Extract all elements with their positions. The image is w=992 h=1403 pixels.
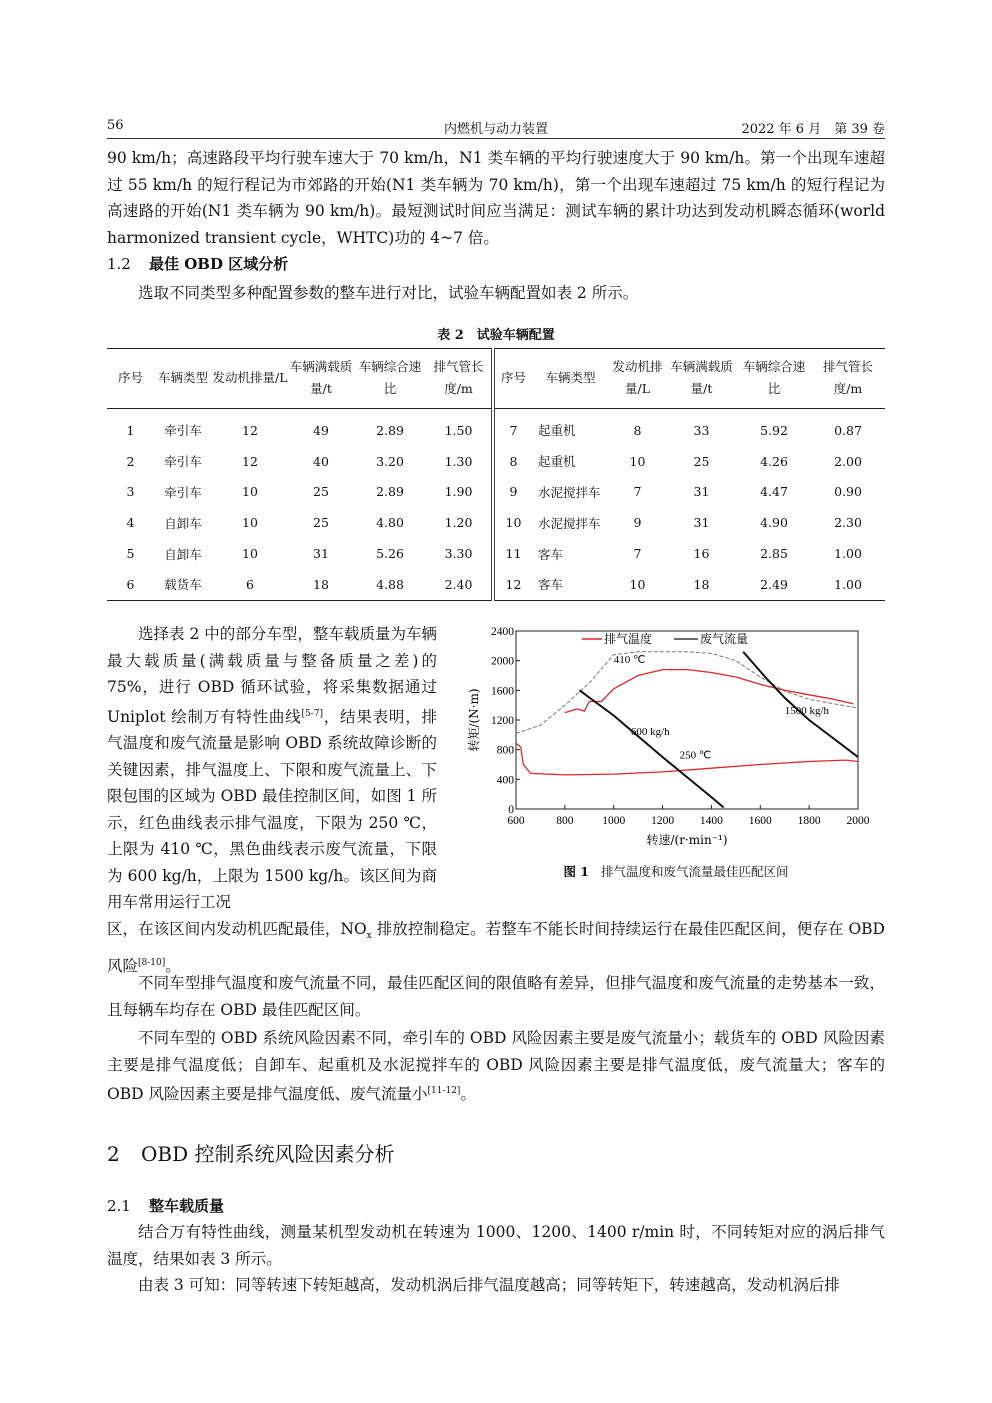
table-cell: 2.00 [834, 453, 862, 469]
table-cell: 4.90 [760, 515, 788, 531]
table-row [107, 538, 885, 569]
col-header: 发动机排量/L [212, 349, 288, 409]
annotation-label: 600 kg/h [630, 725, 670, 738]
table-cell: 8 [509, 453, 518, 469]
table-cell: 25 [313, 484, 329, 500]
figure-1-chart [466, 620, 886, 868]
citation: [8-10] [138, 957, 166, 968]
table-cell: 31 [693, 484, 710, 500]
table-cell: 6 [107, 569, 154, 600]
col-header: 车辆满载质量/t [666, 349, 737, 409]
x-tick-label: 1000 [602, 815, 626, 827]
col-header: 发动机排量/L [609, 349, 666, 409]
table-cell: 10 [629, 453, 646, 469]
paragraph-6 [107, 1025, 885, 1108]
table-cell: 1 [126, 422, 135, 438]
table-cell: 自卸车 [164, 515, 202, 531]
y-tick-label: 2400 [491, 626, 514, 638]
page-number: 56 [107, 118, 124, 133]
section-title: 最佳 OBD 区域分析 [149, 255, 289, 273]
section-title: 整车载质量 [149, 1197, 225, 1215]
table-cell: 牵引车 [164, 423, 202, 439]
annotation-label: 1500 kg/h [784, 705, 830, 718]
table-cell: 5 [126, 546, 135, 562]
paragraph-3-text-continued: ，结果表明，排气温度和废气流量是影响 OBD 系统故障诊断的关键因素，排气温度上、下限和废气流量上、下限包围的区域为 OBD 最佳控制区间，如图 1 所示，红色曲线表示排气温度，下限为 250 ℃，上限为 410 ℃，黑色曲线表示废气流量，下限为 600 kg/h，上限为 1500 kg/h。该区间为商用车常用运行工况 [107, 707, 437, 912]
table-cell: 25 [693, 453, 710, 469]
table-cell: 40 [313, 453, 329, 469]
y-axis-label: 转矩/(N·m) [467, 688, 481, 752]
figure-1-caption [466, 862, 886, 880]
table-cell: 起重机 [538, 454, 576, 470]
table-cell: 2.40 [426, 569, 493, 600]
y-tick-label: 1200 [491, 715, 514, 727]
table-cell: 10 [242, 484, 258, 500]
citation: [11-12] [427, 1086, 461, 1096]
paragraph-3 [107, 621, 437, 916]
citation: [5-7] [301, 708, 323, 719]
table-cell: 11 [505, 546, 522, 562]
subscript: x [366, 931, 372, 942]
table-cell: 12 [493, 569, 532, 600]
table-cell: 自卸车 [164, 546, 202, 562]
table-cell: 4.26 [760, 453, 788, 469]
paragraph-3-text: 选择表 2 中的部分车型，整车载质量为车辆最大载质量(满载质量与整备质量之差)的 75%，进行 OBD 循环试验，将采集数据通过 Uniplot 绘制万有特性曲线 [107, 625, 437, 726]
paragraph-2: 选取不同类型多种配置参数的整车进行对比，试验车辆配置如表 2 所示。 [138, 284, 639, 302]
col-header: 序号 [493, 349, 532, 409]
table-cell: 2.49 [737, 569, 811, 600]
x-tick-label: 2000 [846, 815, 870, 827]
col-header: 序号 [107, 349, 154, 409]
legend-temp-label: 排气温度 [604, 632, 653, 646]
col-header: 车辆类型 [154, 349, 212, 409]
table-cell: 8 [633, 422, 642, 438]
table-row [107, 569, 885, 600]
table-cell: 牵引车 [164, 484, 202, 500]
issue-info: 2022 年 6 月 第 39 卷 [741, 122, 885, 137]
annotation-label: 410 ℃ [613, 653, 646, 666]
x-tick-label: 600 [507, 815, 525, 827]
table-row [107, 409, 885, 446]
section-number: 1.2 [107, 255, 131, 273]
table-cell: 33 [693, 422, 710, 438]
table-cell: 10 [505, 515, 522, 531]
table-row [107, 477, 885, 508]
y-tick-label: 400 [496, 774, 514, 787]
plot-frame [516, 631, 858, 809]
table-cell: 31 [693, 515, 710, 531]
col-header: 排气管长度/m [426, 349, 493, 409]
table-cell: 10 [242, 546, 258, 562]
table-cell: 9 [633, 515, 642, 531]
col-header: 车辆满载质量/t [288, 349, 354, 409]
section-2-1-heading [107, 1195, 224, 1216]
table-cell: 0.87 [834, 422, 862, 438]
table-cell: 9 [509, 484, 518, 500]
section-2-heading [107, 1138, 395, 1167]
paragraph-8: 由表 3 可知：同等转速下转矩越高，发动机涡后排气温度越高；同等转矩下，转速越高，发动机涡后排 [138, 1276, 840, 1294]
table-cell: 2.85 [760, 546, 788, 562]
table-2 [107, 348, 885, 601]
table-cell: 4.80 [376, 515, 404, 531]
table-cell: 水泥搅拌车 [538, 515, 601, 531]
table-row [107, 507, 885, 538]
table-2-caption: 表 2 试验车辆配置 [437, 328, 555, 343]
annotation-label: 250 ℃ [679, 749, 712, 762]
x-tick-label: 1400 [699, 815, 723, 827]
table-header-row [107, 349, 885, 409]
section-number: 2 [107, 1142, 120, 1166]
table-cell: 7 [633, 484, 642, 500]
table-cell: 3.30 [426, 538, 493, 569]
table-cell: 7 [509, 422, 518, 438]
paragraph-4-text-continued: 排放控制稳定。若整车不能长时间持续运行在最佳匹配区间，便存在 OBD 风险 [107, 920, 885, 975]
table-cell: 12 [242, 422, 258, 438]
col-header: 排气管长度/m [811, 349, 885, 409]
table-row [107, 446, 885, 477]
table-cell: 客车 [538, 546, 564, 562]
col-header: 车辆综合速比 [737, 349, 811, 409]
table-cell: 12 [242, 453, 258, 469]
table-cell: 客车 [532, 569, 609, 600]
x-tick-label: 1200 [651, 815, 675, 827]
paragraph-4-end: 。 [165, 956, 181, 975]
y-tick-label: 800 [496, 744, 514, 757]
figure-label: 图 1 [563, 864, 590, 879]
table-cell: 10 [609, 569, 666, 600]
table-cell: 载货车 [154, 569, 212, 600]
paragraph-7: 结合万有特性曲线，测量某机型发动机在转速为 1000、1200、1400 r/min 时，不同转矩对应的涡后排气温度，结果如表 3 所示。 [107, 1223, 885, 1268]
table-cell: 牵引车 [164, 454, 202, 470]
table-cell: 5.26 [376, 546, 404, 562]
table-cell: 10 [242, 515, 258, 531]
table-cell: 1.20 [426, 507, 493, 538]
table-cell: 16 [693, 546, 710, 562]
table-cell: 5.92 [760, 422, 788, 438]
paragraph-5: 不同车型排气温度和废气流量不同，最佳匹配区间的限值略有差异，但排气温度和废气流量的走势基本一致，且每辆车均存在 OBD 最佳匹配区间。 [107, 974, 885, 1019]
table-cell: 2.30 [834, 515, 862, 531]
x-tick-label: 1800 [797, 815, 821, 827]
x-tick-label: 800 [556, 815, 574, 827]
x-tick-label: 1600 [748, 815, 772, 827]
table-cell: 1.00 [834, 546, 862, 562]
table-cell: 18 [666, 569, 737, 600]
journal-name: 内燃机与动力装置 [443, 122, 548, 137]
col-header: 车辆综合速比 [354, 349, 426, 409]
x-axis-label: 转速/(r·min⁻¹) [646, 833, 728, 847]
paragraph-6-end: 。 [460, 1085, 476, 1104]
table-cell: 1.50 [426, 409, 493, 446]
table-cell: 水泥搅拌车 [538, 484, 601, 500]
table-cell: 起重机 [538, 423, 576, 439]
table-cell: 1.00 [811, 569, 885, 600]
paragraph-4-text: 区，在该区间内发动机匹配最佳，NO [107, 920, 367, 938]
series-envelope-line [516, 652, 858, 734]
section-1-2-heading [107, 253, 288, 274]
table-cell: 0.90 [834, 484, 862, 500]
table-cell: 1.90 [426, 477, 493, 508]
table-cell: 25 [313, 515, 329, 531]
paragraph-6-text: 不同车型的 OBD 系统风险因素不同，牵引车的 OBD 风险因素主要是废气流量小；载货车的 OBD 风险因素主要是排气温度低；自卸车、起重机及水泥搅拌车的 OBD 风险因素主要是排气温度低，废气流量大；客车的 OBD 风险因素主要是排气温度低、废气流量小 [107, 1029, 885, 1104]
table-cell: 2.89 [376, 484, 404, 500]
table-cell: 18 [288, 569, 354, 600]
paragraph-1: 90 km/h；高速路段平均行驶车速大于 70 km/h，N1 类车辆的平均行驶速度大于 90 km/h。第一个出现车速超过 55 km/h 的短行程记为市郊路的开始(N1 类车辆为 70 km/h)，第一个出现车速超过 75 km/h 的短行程记为高速路的开始(N1 类车辆为 90 km/h)。最短测试时间应当满足：测试车辆的累计功达到发动机瞬态循环(world harmonized transient cycle，WHTC)功的 4~7 倍。 [107, 149, 885, 247]
table-cell: 3.20 [376, 453, 404, 469]
table-cell: 4 [126, 515, 135, 531]
col-header: 车辆类型 [532, 349, 609, 409]
y-tick-label: 2000 [491, 655, 514, 668]
table-cell: 49 [313, 422, 329, 438]
y-tick-label: 0 [508, 804, 514, 816]
section-title: OBD 控制系统风险因素分析 [141, 1142, 395, 1166]
table-cell: 1.30 [426, 446, 493, 477]
legend-flow-label: 废气流量 [700, 632, 749, 646]
table-cell: 31 [313, 546, 329, 562]
table-cell: 4.88 [354, 569, 426, 600]
table-cell: 7 [633, 546, 642, 562]
table-cell: 2 [126, 453, 135, 469]
page-header [107, 116, 885, 139]
figure-title: 排气温度和废气流量最佳匹配区间 [601, 864, 789, 879]
y-tick-label: 1600 [491, 685, 514, 698]
table-cell: 4.47 [760, 484, 788, 500]
table-cell: 3 [126, 484, 135, 500]
section-number: 2.1 [107, 1197, 131, 1215]
table-cell: 2.89 [376, 422, 404, 438]
table-cell: 6 [212, 569, 288, 600]
